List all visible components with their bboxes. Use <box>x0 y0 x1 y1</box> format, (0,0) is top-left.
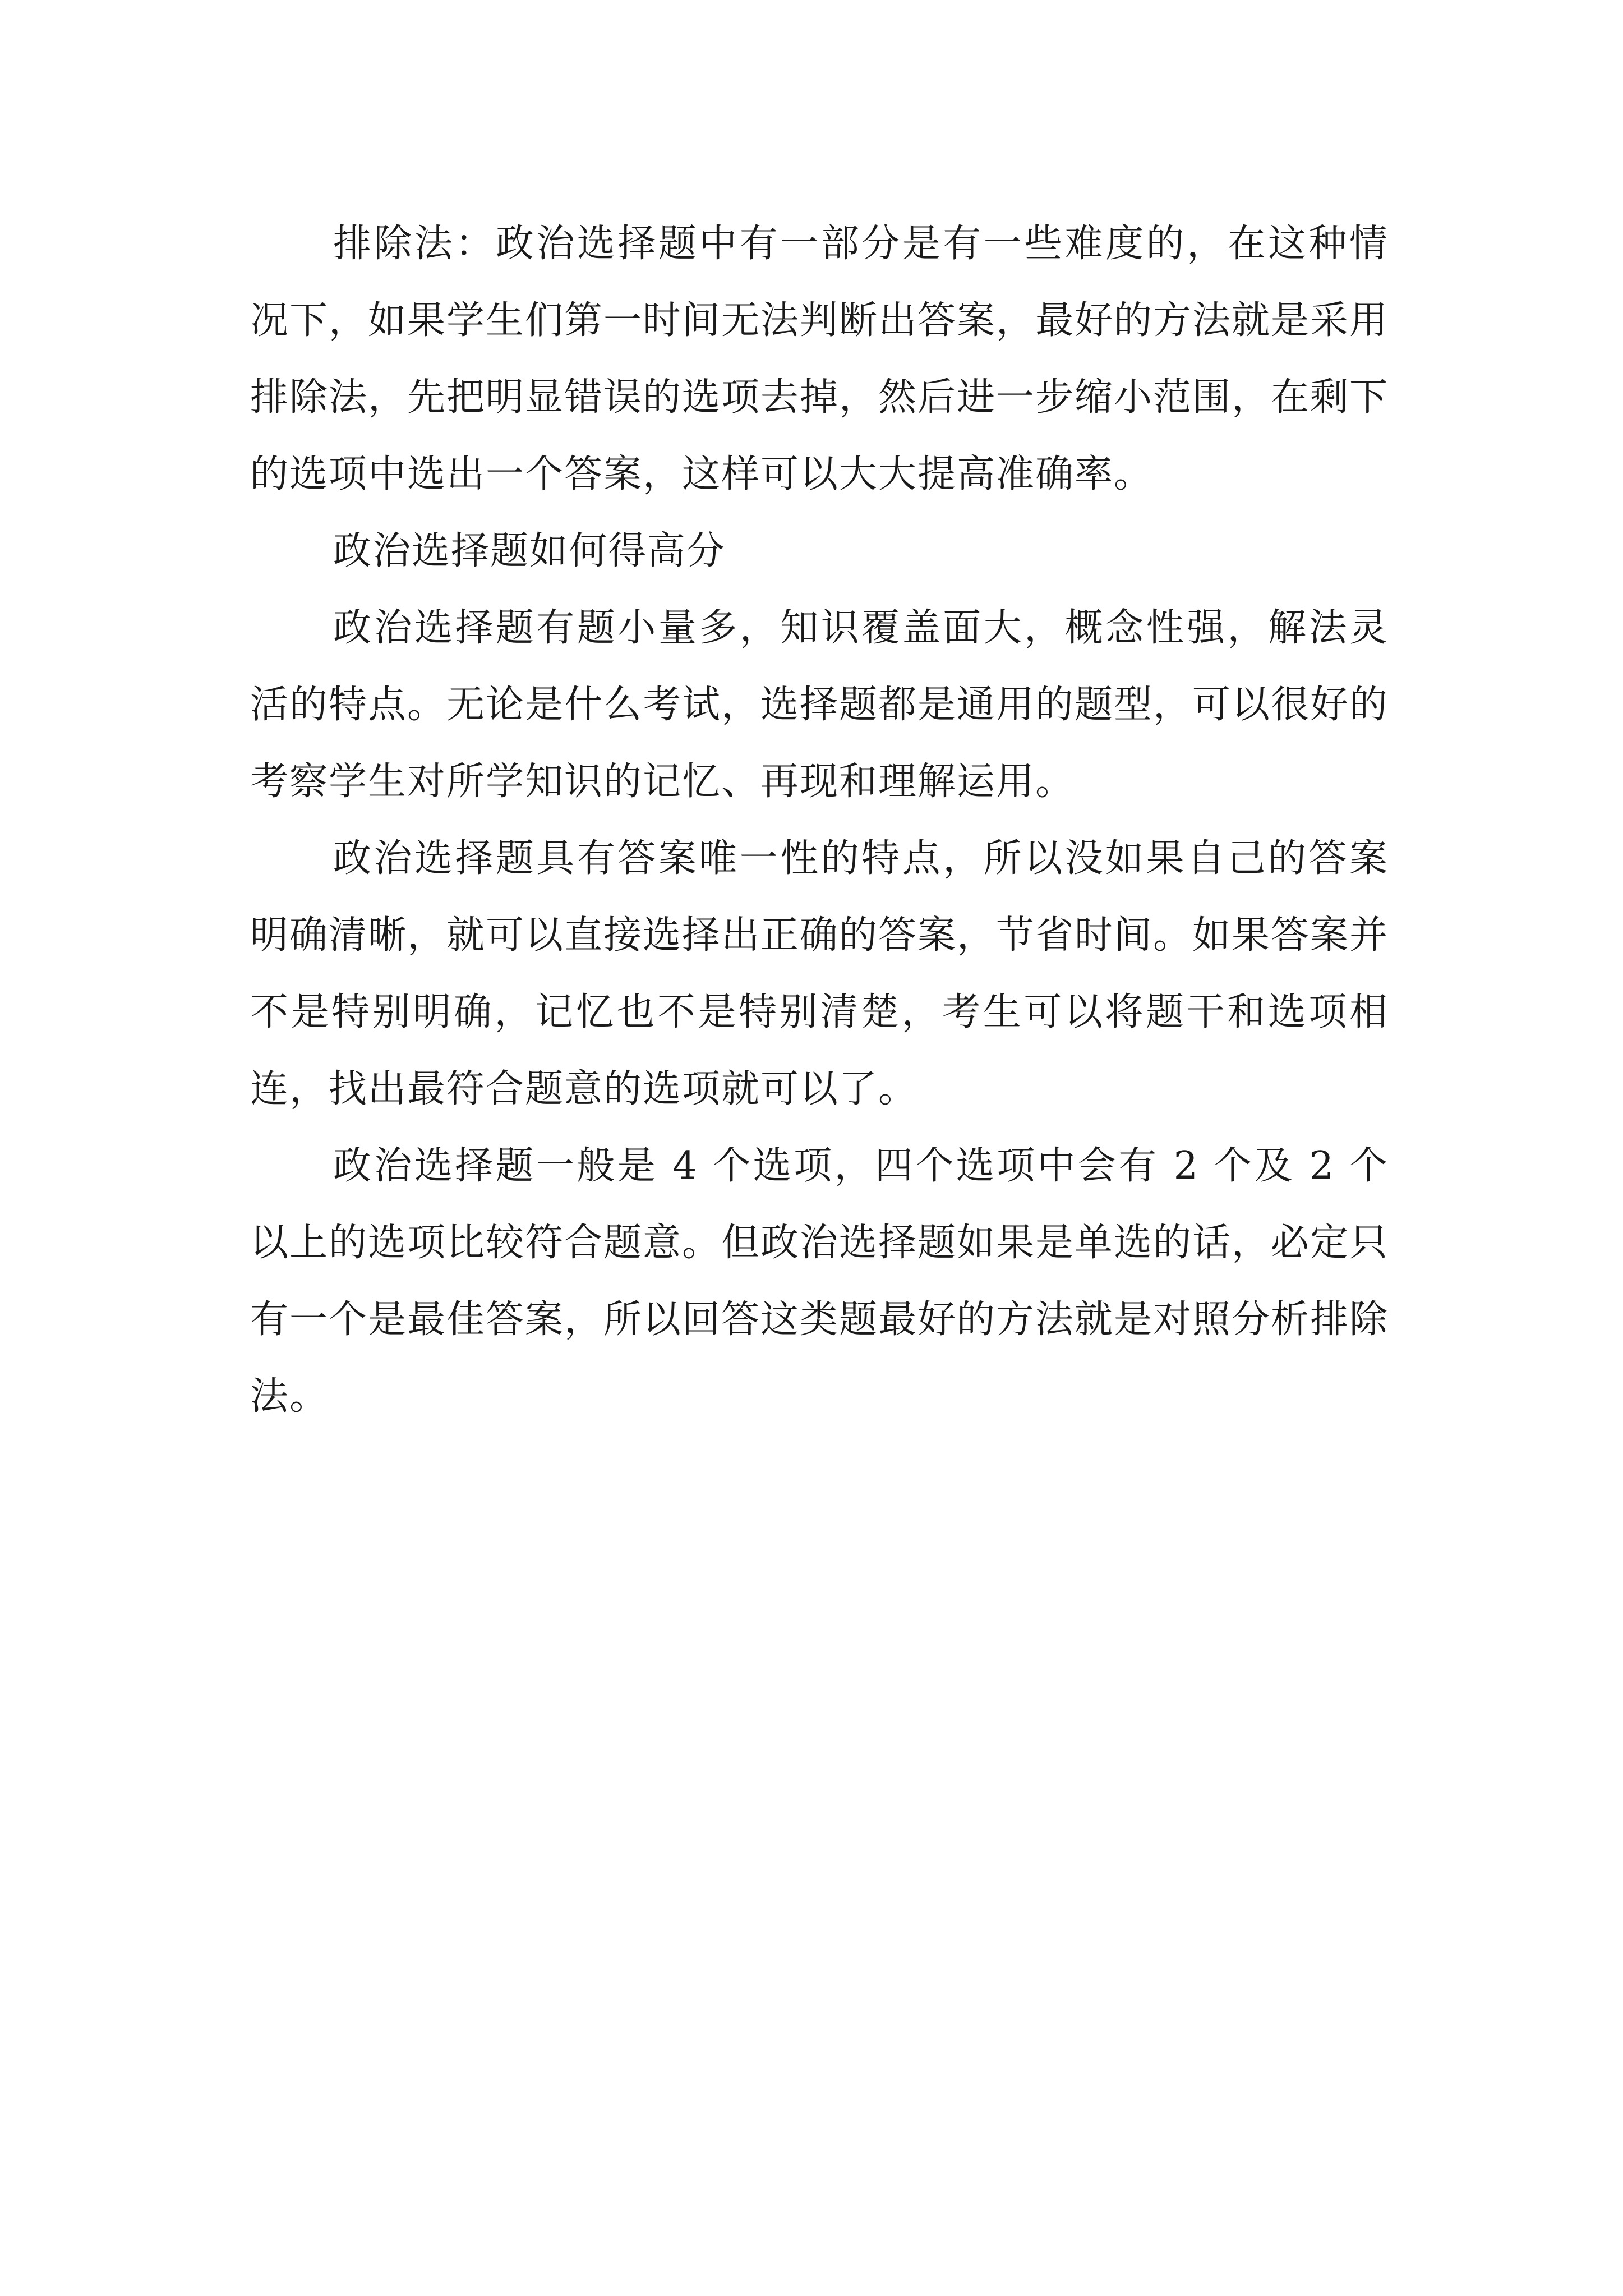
document-body <box>250 205 1389 1435</box>
section-heading: 政治选择题如何得高分 <box>333 529 726 573</box>
paragraph-elimination-method: 排除法：政治选择题中有一部分是有一些难度的，在这种情况下，如果学生们第一时间无法判断出答案，最好的方法就是采用排除法，先把明显错误的选项去掉，然后进一步缩小范围，在剩下的选项中选出一个答案，这样可以大大提高准确率。 <box>250 222 1389 496</box>
paragraph-unique-answer: 政治选择题具有答案唯一性的特点，所以没如果自己的答案明确清晰，就可以直接选择出正确的答案，节省时间。如果答案并不是特别明确，记忆也不是特别清楚，考生可以将题干和选项相连，找出最符合题意的选项就可以了。 <box>250 836 1389 1111</box>
paragraph-characteristics: 政治选择题有题小量多，知识覆盖面大，概念性强，解法灵活的特点。无论是什么考试，选择题都是通用的题型，可以很好的考察学生对所学知识的记忆、再现和理解运用。 <box>250 606 1389 804</box>
paragraph-four-options: 政治选择题一般是 4 个选项，四个选项中会有 2 个及 2 个以上的选项比较符合题意。但政治选择题如果是单选的话，必定只有一个是最佳答案，所以回答这类题最好的方法就是对照分析排除法。 <box>250 1144 1389 1419</box>
